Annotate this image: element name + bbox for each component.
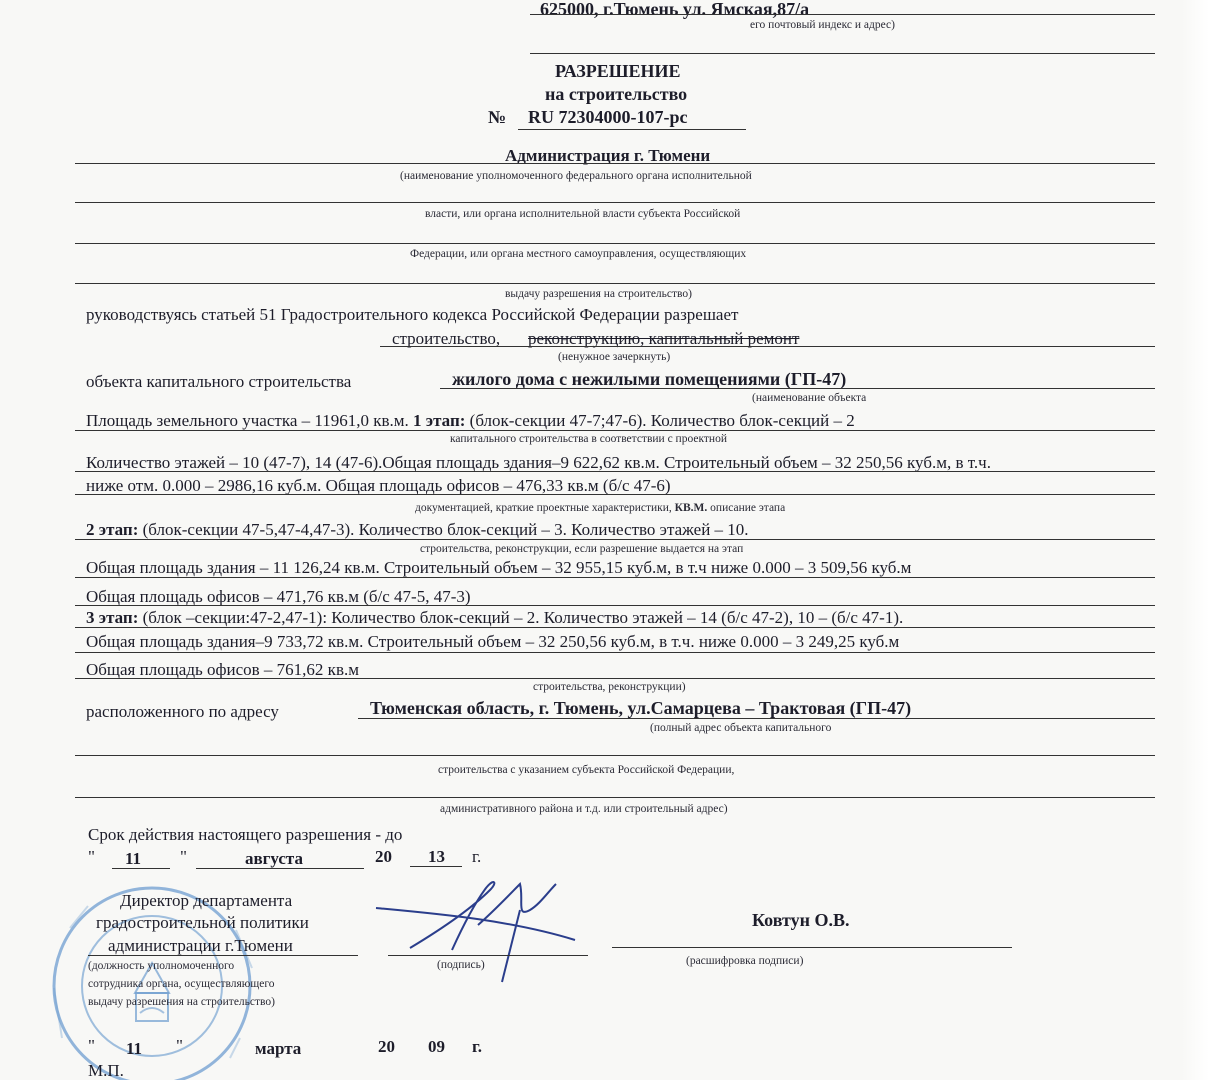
location-rule-3: [75, 797, 1155, 798]
validity-label: Срок действия настоящего разрешения - до: [88, 825, 403, 844]
object-name: жилого дома с нежилыми помещениями (ГП-47): [452, 369, 847, 389]
details-rule-2: [75, 471, 1155, 472]
authority-rule-3: [75, 243, 1155, 244]
authority-caption-3: Федерации, или органа местного самоуправления, осуществляющих: [410, 248, 747, 260]
object-caption: (наименование объекта: [752, 392, 867, 404]
authority-rule-2: [75, 202, 1155, 203]
stage2-label: 2 этап:: [86, 520, 139, 539]
signatory-position-1: Директор департамента: [120, 891, 293, 910]
details-caption-c: строительства, реконструкции, если разрешение выдается на этап: [420, 543, 744, 555]
stage1-label: 1 этап:: [413, 411, 466, 430]
validity-suffix: г.: [472, 847, 482, 866]
details-line3: ниже отм. 0.000 – 2986,16 куб.м. Общая площадь офисов – 476,33 кв.м (б/с 47-6): [86, 476, 671, 495]
stage1-sections: (блок-секции 47-7;47-6). Количество блок-секций – 2: [469, 411, 855, 430]
details-line2: Количество этажей – 10 (47-7), 14 (47-6).Общая площадь здания–9 622,62 кв.м. Строительный объем – 32 250,56 куб.м, в т.ч.: [86, 453, 991, 472]
signatory-name-rule: [612, 947, 1012, 948]
signatory-position-caption-2: сотрудника органа, осуществляющего: [88, 978, 275, 990]
authority-rule-4: [75, 283, 1155, 284]
signature-rule: [388, 955, 588, 956]
details-caption-b: [415, 503, 785, 515]
seal-label: М.П.: [88, 1061, 124, 1080]
permit-type-rule: [380, 346, 1155, 347]
signatory-position-caption-1: (должность уполномоченного: [88, 960, 235, 972]
header-address-rule: [530, 14, 1155, 15]
authority-caption-2: власти, или органа исполнительной власти субъекта Российской: [425, 208, 741, 220]
signatory-name-caption: (расшифровка подписи): [686, 955, 804, 967]
details-line4: [86, 521, 749, 538]
details-caption-a: капитального строительства в соответствии с проектной: [450, 433, 727, 445]
permit-number: RU 72304000-107-рс: [528, 107, 688, 127]
permit-type-caption: (ненужное зачеркнуть): [558, 351, 671, 363]
header-address-caption: его почтовый индекс и адрес): [750, 19, 895, 31]
details-caption-b-text: документацией, краткие проектные характеристики,: [415, 502, 672, 514]
details-rule-6: [75, 605, 1155, 606]
location-caption-1: (полный адрес объекта капитального: [650, 722, 832, 734]
authority-name: Администрация г. Тюмени: [505, 146, 711, 165]
details-line6: Общая площадь офисов – 471,76 кв.м (б/с 47-5, 47-3): [86, 587, 471, 606]
permit-number-sign: №: [488, 107, 507, 127]
signatory-position-caption-3: выдачу разрешения на строительство): [88, 996, 275, 1008]
details-rule-3: [75, 494, 1155, 495]
issue-day: 11: [126, 1039, 143, 1058]
validity-quote-open: ": [88, 847, 95, 866]
location-label: расположенного по адресу: [86, 702, 279, 721]
stage2-text: (блок-секции 47-5,47-4,47-3). Количество блок-секций – 3. Количество этажей – 10.: [142, 520, 749, 539]
permit-number-rule: [518, 129, 746, 130]
details-rule-4: [75, 539, 1155, 540]
issue-quote-open: ": [88, 1036, 95, 1055]
details-line7: [86, 609, 903, 626]
validity-month: августа: [245, 849, 303, 868]
location-rule-2: [75, 755, 1155, 756]
details-caption-b-unit: КВ.М.: [674, 502, 708, 514]
permit-type-kept: строительство,: [392, 329, 501, 348]
object-label: объекта капитального строительства: [86, 372, 352, 391]
signatory-name: Ковтун О.В.: [752, 910, 850, 930]
stage3-text: (блок –секции:47-2,47-1): Количество блок-секций – 2. Количество этажей – 14 (б/с 47-2), 10 – (б/с 47-1).: [142, 608, 904, 627]
issue-month: марта: [255, 1039, 302, 1058]
validity-year-rule: [410, 866, 462, 867]
signatory-position-3: администрации г.Тюмени: [108, 936, 293, 955]
validity-day: 11: [125, 849, 142, 868]
signatory-position-2: градостроительной политики: [96, 913, 309, 932]
title-line1: РАЗРЕШЕНИЕ: [555, 61, 681, 81]
title-line2: на строительство: [545, 84, 688, 104]
details-line1: [86, 412, 855, 429]
details-caption-b-end: описание этапа: [710, 502, 786, 514]
issue-century: 20: [378, 1037, 395, 1056]
location-address: Тюменская область, г. Тюмень, ул.Самарцева – Трактовая (ГП-47): [370, 698, 912, 718]
header-rule-2: [530, 53, 1155, 54]
object-rule: [440, 388, 1155, 389]
authority-rule-1: [75, 163, 1155, 164]
header-address: 625000, г.Тюмень ул. Ямская,87/а: [540, 0, 810, 19]
details-line8: Общая площадь здания–9 733,72 кв.м. Строительный объем – 32 250,56 куб.м, в т.ч. ниже 0.000 – 3 249,25 куб.м: [86, 632, 900, 651]
validity-century: 20: [375, 847, 392, 866]
location-caption-3: административного района и т.д. или строительный адрес): [440, 803, 728, 815]
details-rule-8: [75, 652, 1155, 653]
signatory-position-rule: [88, 955, 358, 956]
details-line9: Общая площадь офисов – 761,62 кв.м: [86, 660, 359, 679]
details-caption-d: строительства, реконструкции): [533, 681, 686, 693]
authority-caption-4: выдачу разрешения на строительство): [505, 288, 692, 300]
details-rule-5: [75, 577, 1155, 578]
authority-caption-1: (наименование уполномоченного федерального органа исполнительной: [400, 170, 752, 182]
land-area: Площадь земельного участка – 11961,0 кв.м.: [86, 411, 409, 430]
validity-quote-close: ": [180, 847, 187, 866]
details-rule-1: [75, 430, 1155, 431]
details-rule-9: [75, 678, 1155, 679]
location-caption-2: строительства с указанием субъекта Российской Федерации,: [438, 764, 735, 776]
issue-year: 09: [428, 1037, 445, 1056]
issue-suffix: г.: [472, 1037, 483, 1056]
page-edge: [1181, 0, 1221, 1080]
permit-type-struck: реконструкцию, капитальный ремонт: [528, 329, 800, 348]
details-rule-7: [75, 627, 1155, 628]
signature-caption: (подпись): [437, 959, 485, 971]
issue-quote-close: ": [176, 1036, 183, 1055]
permit-intro: руководствуясь статьей 51 Градостроительного кодекса Российской Федерации разрешает: [86, 305, 739, 324]
location-rule: [358, 718, 1155, 719]
validity-year: 13: [428, 847, 445, 866]
details-line5: Общая площадь здания – 11 126,24 кв.м. Строительный объем – 32 955,15 куб.м, в т.ч ниже 0.000 – 3 509,56 куб.м: [86, 558, 912, 577]
stage3-label: 3 этап:: [86, 608, 139, 627]
signature-icon: [370, 870, 590, 990]
